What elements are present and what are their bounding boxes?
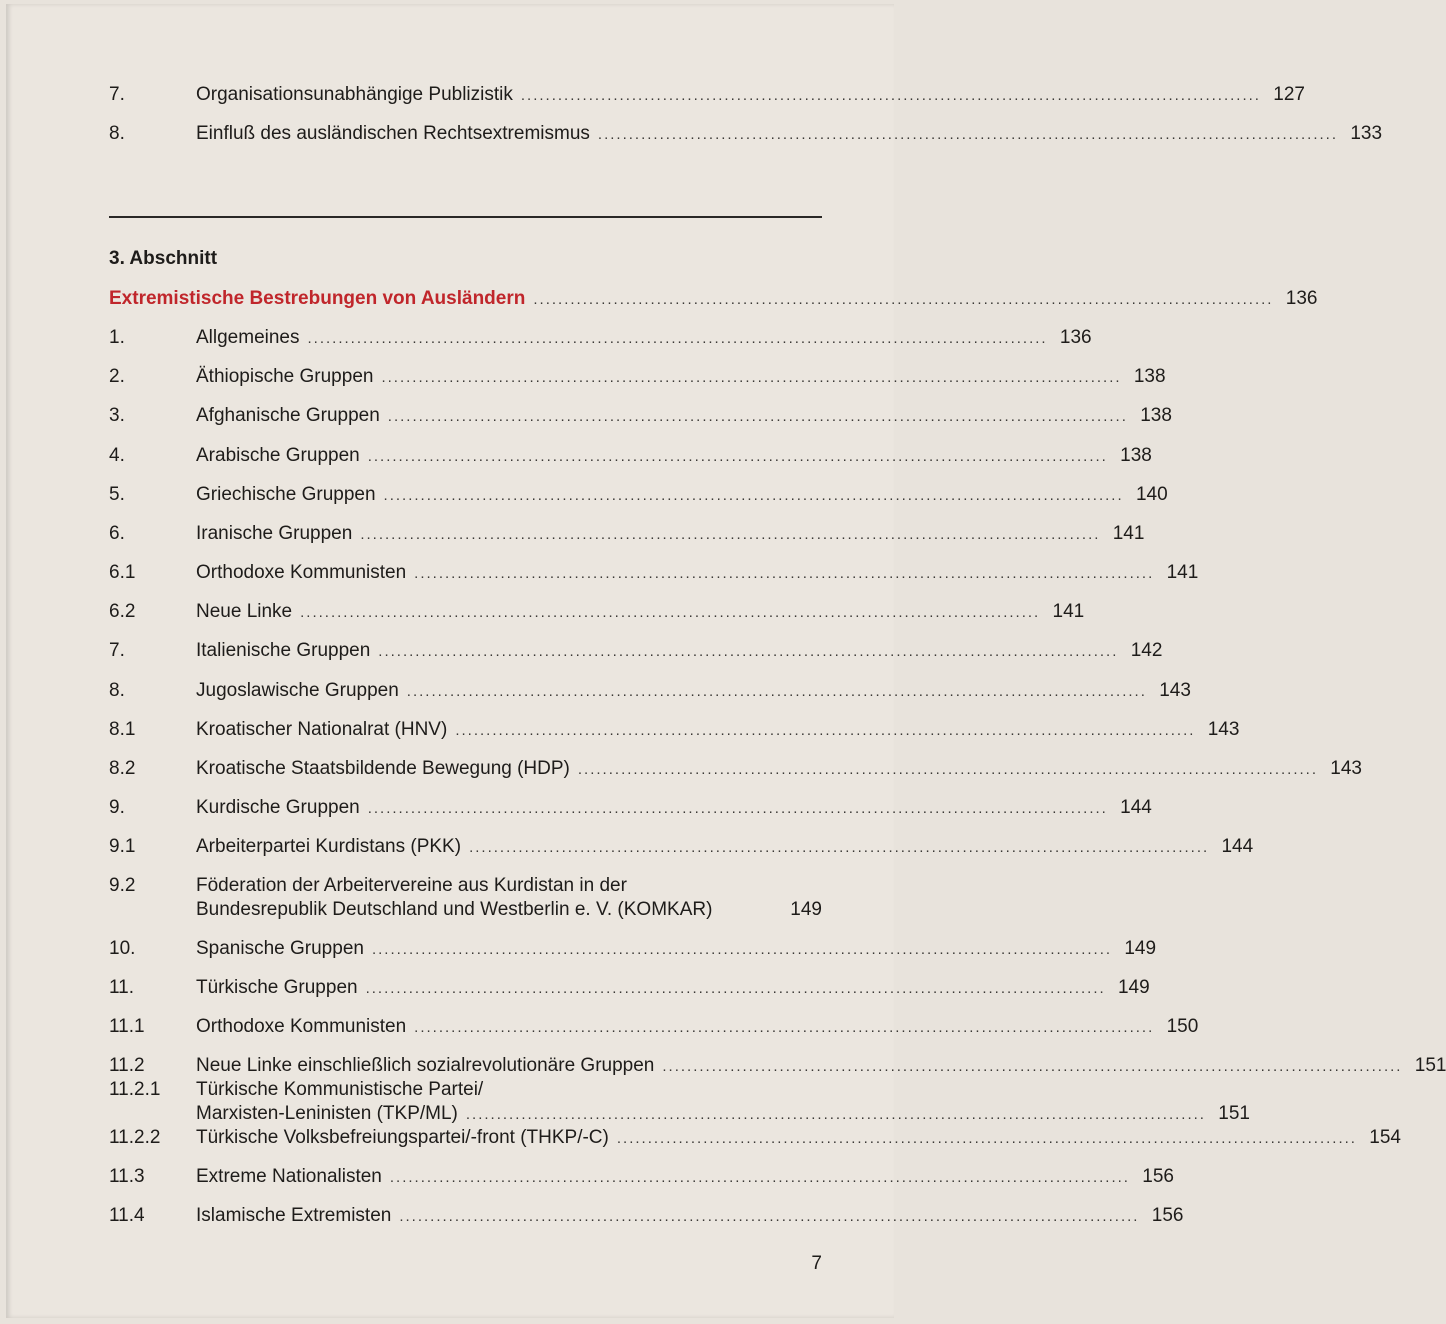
entry-number: 4. xyxy=(109,445,125,466)
section-heading: 3. Abschnitt xyxy=(109,248,218,269)
entry-number: 11. xyxy=(109,977,135,998)
entry-number: 8.1 xyxy=(109,719,136,740)
entry-page: 136 xyxy=(1059,327,1092,348)
entry-title: Einfluß des ausländischen Rechtsextremismus xyxy=(196,123,590,144)
entry-page: 149 xyxy=(1124,938,1157,959)
entry-number: 11.1 xyxy=(109,1016,145,1037)
entry-title: Kroatischer Nationalrat (HNV) xyxy=(196,719,448,740)
section-divider xyxy=(109,216,822,218)
entry-page: 149 xyxy=(1117,977,1150,998)
entry-number: 6. xyxy=(109,523,125,544)
entry-title: Islamische Extremisten xyxy=(196,1205,392,1226)
entry-title: Spanische Gruppen xyxy=(196,938,364,959)
section-page: 136 xyxy=(1285,288,1318,309)
leader-dots: ........................................................................................................................ xyxy=(381,369,1122,386)
leader-dots: ........................................................................................................................ xyxy=(360,526,1101,543)
entry-page: 144 xyxy=(1120,797,1152,818)
entry-number: 11.2.1 xyxy=(109,1079,161,1100)
entry-title: Organisationsunabhängige Publizistik xyxy=(196,84,513,105)
leader-dots: ........................................................................................................................ xyxy=(300,604,1041,621)
entry-title: Italienische Gruppen xyxy=(196,640,371,661)
entry-title: Kurdische Gruppen xyxy=(196,797,360,818)
leader-dots: ........................................................................................................................ xyxy=(577,761,1318,778)
entry-page: 143 xyxy=(1207,719,1240,740)
entry-title-line2: Marxisten-Leninisten (TKP/ML) xyxy=(196,1103,458,1124)
entry-page: 133 xyxy=(1350,123,1383,144)
leader-dots: ........................................................................................................................ xyxy=(387,408,1128,425)
leader-dots: ........................................................................................................................ xyxy=(414,1019,1155,1036)
entry-page: 151 xyxy=(1218,1103,1250,1124)
entry-number: 11.4 xyxy=(109,1205,145,1226)
leader-dots: ........................................................................................................................ xyxy=(414,565,1155,582)
entry-number: 9.1 xyxy=(109,836,136,857)
leader-dots: ........................................................................................................................ xyxy=(469,839,1210,856)
leader-dots: ........................................................................................................................ xyxy=(383,487,1124,504)
entry-title: Neue Linke einschließlich sozialrevolutionäre Gruppen xyxy=(196,1055,655,1076)
entry-page: 141 xyxy=(1166,562,1199,583)
entry-title: Allgemeines xyxy=(196,327,300,348)
entry-title: Arbeiterpartei Kurdistans (PKK) xyxy=(196,836,462,857)
entry-title: Äthiopische Gruppen xyxy=(196,366,374,387)
leader-dots: ........................................................................................................................ xyxy=(465,1106,1206,1123)
entry-page: 156 xyxy=(1142,1166,1174,1187)
entry-number: 2. xyxy=(109,366,125,387)
entry-title: Jugoslawische Gruppen xyxy=(196,680,399,701)
entry-page: 151 xyxy=(1414,1055,1446,1076)
leader-dots: ........................................................................................................................ xyxy=(533,291,1274,308)
entry-number: 11.3 xyxy=(109,1166,145,1187)
entry-number: 9. xyxy=(109,797,125,818)
entry-number: 9.2 xyxy=(109,875,136,896)
entry-page: 127 xyxy=(1273,84,1305,105)
leader-dots: ........................................................................................................................ xyxy=(371,941,1113,958)
entry-number: 6.2 xyxy=(109,601,136,622)
entry-page: 138 xyxy=(1120,445,1152,466)
entry-page: 143 xyxy=(1330,758,1362,779)
entry-page: 156 xyxy=(1151,1205,1184,1226)
leader-dots: ........................................................................................................................ xyxy=(597,126,1339,143)
entry-title: Griechische Gruppen xyxy=(196,484,376,505)
entry-title: Türkische Volksbefreiungspartei/-front (THKP/-C) xyxy=(196,1127,609,1148)
leader-dots: ........................................................................................................................ xyxy=(365,980,1106,997)
entry-title: Orthodoxe Kommunisten xyxy=(196,562,407,583)
entry-number: 10. xyxy=(109,938,136,959)
leader-dots: ........................................................................................................................ xyxy=(367,800,1108,817)
leader-dots: ........................................................................................................................ xyxy=(662,1058,1403,1075)
entry-title-line2: Bundesrepublik Deutschland und Westberlin e. V. (KOMKAR) xyxy=(196,899,713,920)
entry-title-line1: Föderation der Arbeitervereine aus Kurdistan in der xyxy=(196,875,627,896)
leader-dots: ........................................................................................................................ xyxy=(406,683,1147,700)
entry-page: 140 xyxy=(1135,484,1168,505)
entry-page: 138 xyxy=(1133,366,1166,387)
entry-title: Neue Linke xyxy=(196,601,293,622)
leader-dots: ........................................................................................................................ xyxy=(307,330,1048,347)
entry-page: 138 xyxy=(1140,405,1172,426)
entry-number: 7. xyxy=(109,640,125,661)
entry-title: Orthodoxe Kommunisten xyxy=(196,1016,407,1037)
entry-number: 8. xyxy=(109,680,125,701)
entry-number: 6.1 xyxy=(109,562,136,583)
entry-number: 5. xyxy=(109,484,125,505)
entry-title: Kroatische Staatsbildende Bewegung (HDP) xyxy=(196,758,570,779)
entry-title: Türkische Gruppen xyxy=(196,977,358,998)
entry-number: 8. xyxy=(109,123,125,144)
leader-dots: ........................................................................................................................ xyxy=(367,448,1108,465)
entry-page: 154 xyxy=(1369,1127,1401,1148)
entry-number: 1. xyxy=(109,327,125,348)
entry-page: 144 xyxy=(1221,836,1254,857)
entry-number: 7. xyxy=(109,84,125,105)
entry-title: Extreme Nationalisten xyxy=(196,1166,382,1187)
leader-dots: ........................................................................................................................ xyxy=(616,1130,1357,1147)
leader-dots: ........................................................................................................................ xyxy=(378,643,1119,660)
document-page xyxy=(6,4,1446,1318)
page-number: 7 xyxy=(811,1253,822,1274)
leader-dots: ........................................................................................................................ xyxy=(389,1169,1130,1186)
entry-page: 149 xyxy=(790,899,822,920)
entry-page: 141 xyxy=(1112,523,1145,544)
entry-title: Arabische Gruppen xyxy=(196,445,360,466)
leader-dots: ........................................................................................................................ xyxy=(399,1208,1140,1225)
entry-number: 3. xyxy=(109,405,125,426)
entry-number: 11.2.2 xyxy=(109,1127,161,1148)
leader-dots: ........................................................................................................................ xyxy=(520,87,1261,104)
entry-title: Iranische Gruppen xyxy=(196,523,353,544)
entry-number: 11.2 xyxy=(109,1055,145,1076)
entry-title-line1: Türkische Kommunistische Partei/ xyxy=(196,1079,484,1100)
section-title: Extremistische Bestrebungen von Ausländern xyxy=(109,288,526,309)
entry-page: 150 xyxy=(1166,1016,1199,1037)
entry-page: 142 xyxy=(1130,640,1163,661)
entry-page: 141 xyxy=(1052,601,1085,622)
leader-dots: ........................................................................................................................ xyxy=(455,722,1196,739)
entry-number: 8.2 xyxy=(109,758,136,779)
entry-title: Afghanische Gruppen xyxy=(196,405,380,426)
entry-page: 143 xyxy=(1159,680,1191,701)
